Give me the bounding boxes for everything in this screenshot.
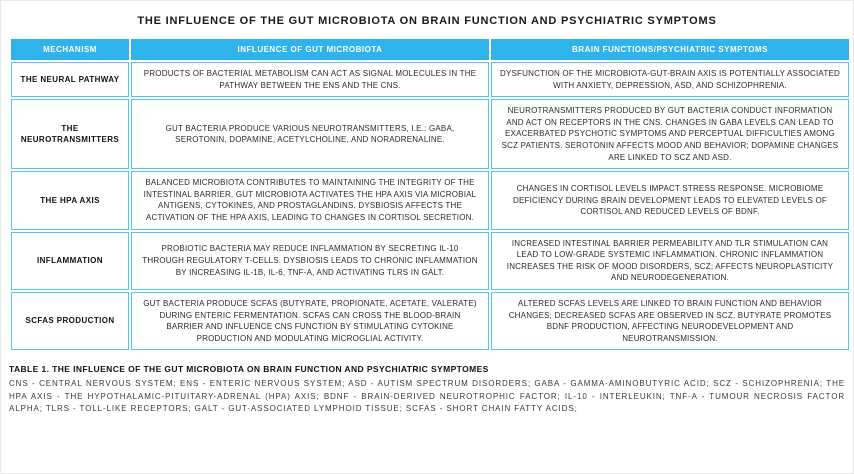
brain-functions-cell: ALTERED SCFAS LEVELS ARE LINKED TO BRAIN FUNCTION AND BEHAVIOR CHANGES; DECREASED SCFAS ARE OBSERVED IN SCZ. BUTYRATE PROMOTES BDNF PRODUCTION, AFFECTING NEURODEVELOPMENT AND NEUROTRANSMISSION.	[491, 292, 849, 350]
col-header-mechanism: MECHANISM	[11, 39, 129, 60]
brain-functions-cell: DYSFUNCTION OF THE MICROBIOTA-GUT-BRAIN AXIS IS POTENTIALLY ASSOCIATED WITH ANXIETY, DEPRESSION, ASD, AND SCHIZOPHRENIA.	[491, 62, 849, 97]
col-header-influence: INFLUENCE OF GUT MICROBIOTA	[131, 39, 489, 60]
influence-cell: PRODUCTS OF BACTERIAL METABOLISM CAN ACT AS SIGNAL MOLECULES IN THE PATHWAY BETWEEN THE ENS AND THE CNS.	[131, 62, 489, 97]
influence-cell: PROBIOTIC BACTERIA MAY REDUCE INFLAMMATION BY SECRETING IL-10 THROUGH REGULATORY T-CELLS. DYSBIOSIS LEADS TO CHRONIC INFLAMMATION BY INCREASING IL-1B, IL-6, TNF-A, AND ACTIVATING TLRS IN GALT.	[131, 232, 489, 290]
mechanism-cell: THE NEURAL PATHWAY	[11, 62, 129, 97]
table-row	[11, 171, 849, 229]
brain-functions-cell: NEUROTRANSMITTERS PRODUCED BY GUT BACTERIA CONDUCT INFORMATION AND ACT ON RECEPTORS IN THE CNS. CHANGES IN GABA LEVELS CAN LEAD TO EXACERBATED PSYCHOTIC SYMPTOMS AND PERCEPTUAL DIFFICULTIES AMONG SCZ PATIENTS. SEROTONIN AFFECTS MOOD AND BEHAVIOR; DOPAMINE CHANGES ARE LINKED TO SCZ AND ASD.	[491, 99, 849, 169]
col-header-brain-functions: BRAIN FUNCTIONS/PSYCHIATRIC SYMPTOMS	[491, 39, 849, 60]
table-caption: TABLE 1. THE INFLUENCE OF THE GUT MICROBIOTA ON BRAIN FUNCTION AND PSYCHIATRIC SYMPTOMES	[9, 364, 489, 375]
table-row	[11, 232, 849, 290]
gut-microbiota-table	[9, 37, 851, 352]
table-row	[11, 62, 849, 97]
table-row	[11, 99, 849, 169]
mechanism-cell: SCFAS PRODUCTION	[11, 292, 129, 350]
header-row	[11, 39, 849, 60]
influence-cell: GUT BACTERIA PRODUCE SCFAS (BUTYRATE, PROPIONATE, ACETATE, VALERATE) DURING ENTERIC FERMENTATION. SCFAS CAN CROSS THE BLOOD-BRAIN BARRIER AND INFLUENCE CNS FUNCTION BY STIMULATING CYTOKINE PRODUCTION AND MODULATING MICROGLIAL ACTIVITY.	[131, 292, 489, 350]
mechanism-cell: THE HPA AXIS	[11, 171, 129, 229]
abbreviations-text: CNS - CENTRAL NERVOUS SYSTEM; ENS - ENTERIC NERVOUS SYSTEM; ASD - AUTISM SPECTRUM DISORDERS; GABA - GAMMA-AMINOBUTYRIC ACID; SCZ - SCHIZOPHRENIA; THE HPA AXIS - THE HYPOTHALAMIC-PITUITARY-ADRENAL (HPA) AXIS; BDNF - BRAIN-DERIVED NEUROTROPHIC FACTOR; IL-10 - INTERLEUKIN; TNF-A - TUMOUR NECROSIS FACTOR ALPHA; TLRS - TOLL-LIKE RECEPTORS; GALT - GUT-ASSOCIATED LYMPHOID TISSUE; SCFAS - SHORT CHAIN FATTY ACIDS;	[9, 379, 845, 414]
influence-cell: GUT BACTERIA PRODUCE VARIOUS NEUROTRANSMITTERS, I.E.: GABA, SEROTONIN, DOPAMINE, ACETYLCHOLINE, AND NORADRENALINE.	[131, 99, 489, 169]
brain-functions-cell: INCREASED INTESTINAL BARRIER PERMEABILITY AND TLR STIMULATION CAN LEAD TO LOW-GRADE SYSTEMIC INFLAMMATION. CHRONIC INFLAMMATION INCREASES THE RISK OF MOOD DISORDERS, SCZ; AFFECTS NEUROPLASTICITY AND NEURODEGENERATION.	[491, 232, 849, 290]
mechanism-cell: INFLAMMATION	[11, 232, 129, 290]
brain-functions-cell: CHANGES IN CORTISOL LEVELS IMPACT STRESS RESPONSE. MICROBIOME DEFICIENCY DURING BRAIN DEVELOPMENT LEADS TO ELEVATED LEVELS OF CORTISOL AND REDUCED LEVELS OF BDNF.	[491, 171, 849, 229]
figure-title: THE INFLUENCE OF THE GUT MICROBIOTA ON BRAIN FUNCTION AND PSYCHIATRIC SYMPTOMS	[137, 15, 717, 27]
influence-cell: BALANCED MICROBIOTA CONTRIBUTES TO MAINTAINING THE INTEGRITY OF THE INTESTINAL BARRIER. GUT MICROBIOTA ACTIVATES THE HPA AXIS VIA MICROBIAL ANTIGENS, CYTOKINES, AND PROSTAGLANDINS. DYSBIOSIS AFFECTS THE ACTIVATION OF THE HPA AXIS, LEADING TO CHANGES IN CORTISOL SECRETION.	[131, 171, 489, 229]
mechanism-cell: THE NEUROTRANSMITTERS	[11, 99, 129, 169]
table-row	[11, 292, 849, 350]
